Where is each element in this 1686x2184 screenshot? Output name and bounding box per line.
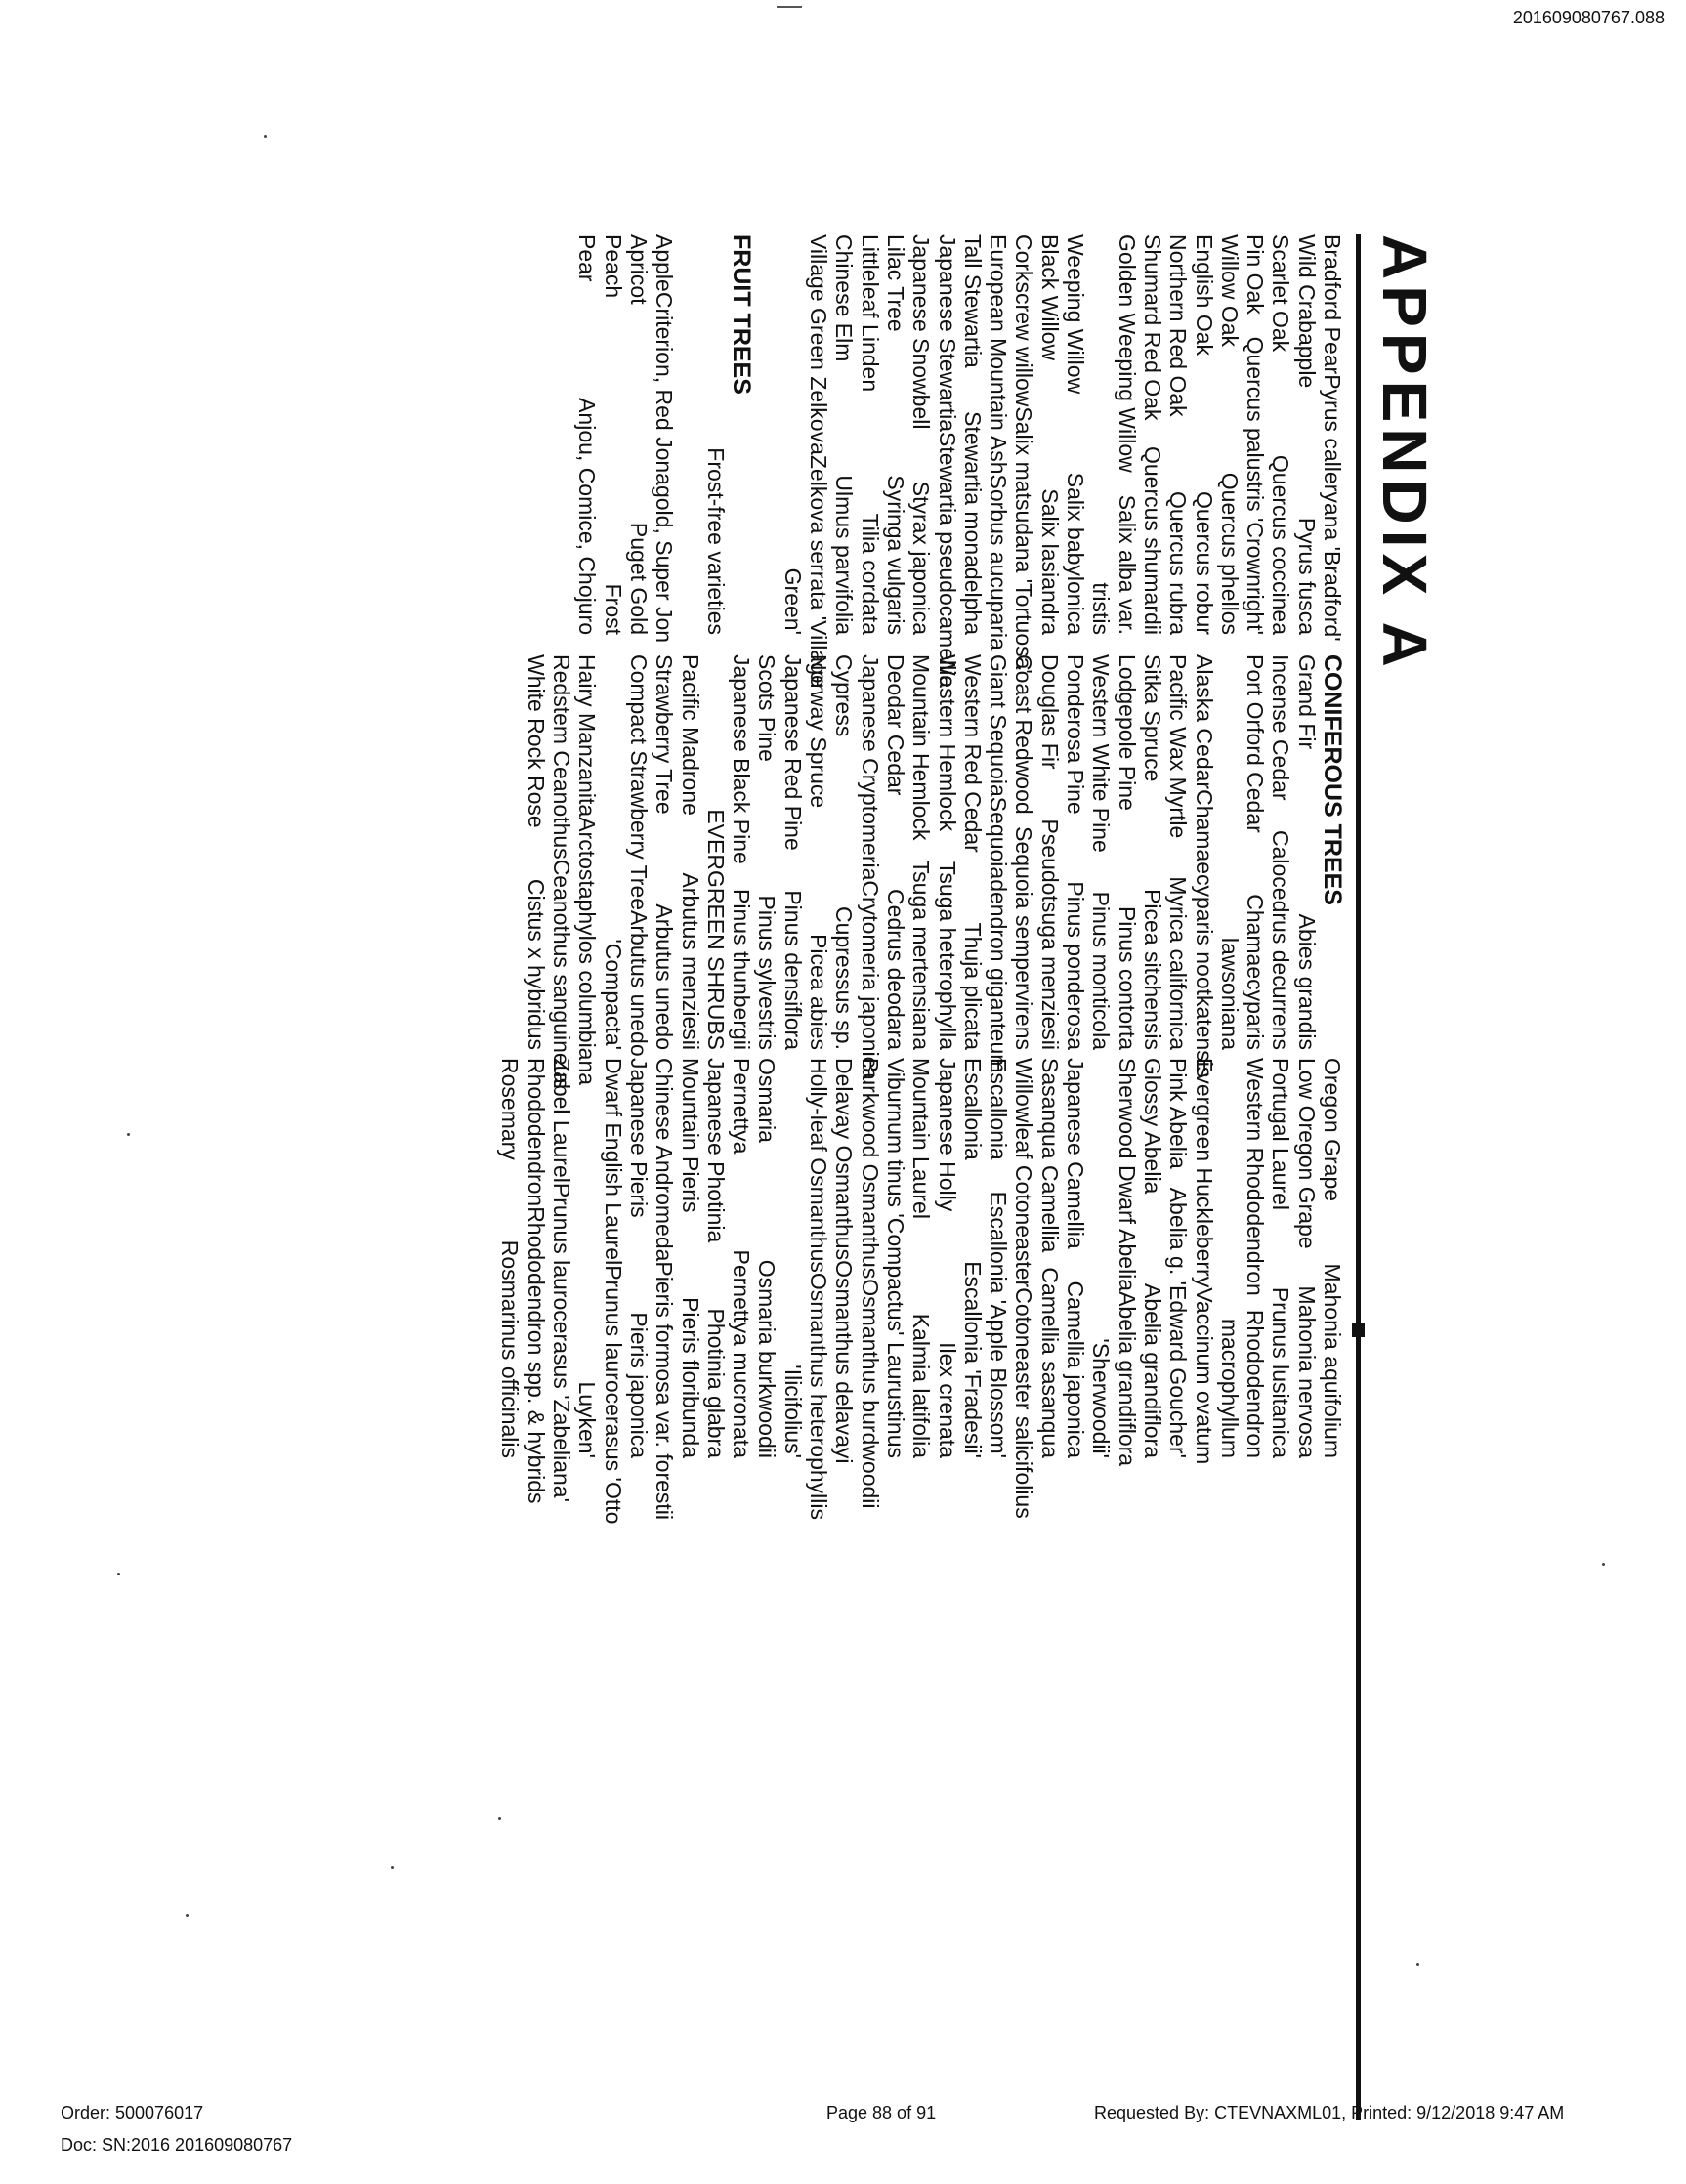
list-item — [908, 1058, 934, 1458]
common-name: Corkscrew willow — [1011, 234, 1037, 407]
scientific-name: Pinus ponderosa — [1063, 881, 1089, 1050]
list-item — [574, 654, 601, 1086]
common-name: Japanese Black Pine — [729, 654, 755, 864]
scientific-name: Frost — [600, 583, 626, 635]
list-item — [626, 1058, 652, 1458]
common-name: Sasanqua Camellia — [1036, 1058, 1063, 1253]
scan-speck — [264, 135, 267, 138]
common-name: Japanese Holly — [934, 1058, 960, 1212]
list-item — [1243, 234, 1268, 635]
scientific-name: Abelia grandiflora — [1114, 1291, 1140, 1467]
list-item — [831, 1058, 858, 1464]
common-name: Compact Strawberry Tree — [625, 654, 652, 911]
common-name: Pacific Wax Myrtle — [1165, 654, 1192, 839]
common-name: Pernettya — [729, 1058, 755, 1155]
list-item — [1088, 654, 1114, 1050]
common-name: Douglas Fir — [1036, 654, 1063, 770]
list-item — [934, 654, 959, 1050]
scientific-name: Kalmia latifolia — [908, 1313, 935, 1458]
list-item — [729, 654, 754, 1050]
scientific-name: Cedrus deodara — [882, 889, 908, 1050]
scientific-name: Quercus robur — [1191, 490, 1217, 635]
list-item — [1088, 1058, 1114, 1458]
list-item — [831, 234, 857, 635]
top-scan-mark — [777, 6, 802, 8]
list-item — [729, 1058, 754, 1458]
common-name: Viburnum tinus 'Compactus' — [882, 1058, 908, 1336]
list-item — [1243, 1058, 1268, 1458]
scientific-name: Anjou, Comice, Chojuro — [574, 398, 601, 635]
common-name: Northern Red Oak — [1165, 234, 1192, 417]
scientific-name: Osmaria burkwoodii — [754, 1259, 780, 1458]
scientific-name: Picea abies — [806, 934, 832, 1050]
list-item — [780, 1058, 805, 1458]
common-name: Scots Pine — [754, 654, 780, 762]
scientific-name: Thuja plicata — [959, 922, 986, 1050]
list-item — [625, 654, 652, 1057]
common-name: Shumard Red Oak — [1139, 234, 1165, 421]
list-item — [1036, 654, 1062, 1050]
common-name: Dwarf English Laurel — [600, 1058, 626, 1266]
scientific-name: Rhododendron — [1243, 1309, 1269, 1458]
common-name: Grand Fir — [1293, 654, 1320, 750]
scientific-name: Camellia japonica — [1063, 1281, 1089, 1458]
common-name: Giant Sequoia — [986, 654, 1012, 797]
list-item — [1217, 654, 1243, 1050]
list-item — [1011, 654, 1036, 1050]
scan-speck — [391, 1866, 394, 1869]
scientific-name: Laurustinus — [882, 1342, 908, 1458]
list-item — [960, 654, 986, 1050]
scientific-name: Tilia cordata — [857, 513, 883, 635]
scientific-name: Pyrus fusca — [1293, 517, 1320, 635]
scan-speck — [186, 1914, 189, 1917]
list-item — [549, 654, 575, 1089]
common-name: Portugal Laurel — [1268, 1058, 1294, 1210]
common-name: Japanese Stewartia — [934, 234, 960, 433]
scientific-name: Pyrus calleryana 'Bradford' — [1320, 374, 1345, 642]
common-name: Escallonia — [959, 1058, 986, 1160]
footer-doc: Doc: SN:2016 201609080767 — [61, 2135, 293, 2155]
common-name: Osmaria — [754, 1058, 780, 1143]
list-item — [754, 654, 780, 1050]
scientific-name: Cupressus sp. — [831, 905, 858, 1050]
list-item — [1036, 234, 1062, 635]
list-item — [524, 654, 549, 1050]
common-name: Apple — [652, 234, 678, 292]
scientific-name: Quercus rubra — [1165, 490, 1192, 635]
scientific-name: Escallonia 'Fradesii' — [959, 1261, 986, 1458]
common-name: Japanese Camellia — [1063, 1058, 1089, 1249]
scientific-name: Criterion, Red Jonagold, Super Jon — [652, 291, 678, 644]
list-item — [857, 654, 883, 1080]
common-name: Golden Weeping Willow — [1114, 234, 1140, 473]
scientific-name: Prunus lusitanica — [1268, 1286, 1294, 1458]
list-item — [677, 234, 702, 635]
scientific-name: Arctostaphylos columbiana — [574, 817, 601, 1086]
scientific-name: Salix babylonica — [1063, 472, 1089, 635]
list-item — [677, 1058, 702, 1458]
list-item — [1320, 1058, 1345, 1458]
common-name: Japanese Cryptomeria — [857, 654, 883, 881]
list-item — [626, 234, 652, 635]
list-item — [600, 1058, 626, 1525]
scientific-name: Rosmarinus officinalis — [497, 1239, 524, 1458]
common-name: Willow Oak — [1216, 234, 1243, 348]
list-item — [1114, 1058, 1140, 1467]
list-item — [652, 1058, 678, 1521]
common-name: Sherwood Dwarf Abelia — [1114, 1058, 1140, 1292]
common-name: Burkwood Osmanthus — [857, 1058, 883, 1280]
list-item — [600, 234, 625, 635]
common-name: Mountain Hemlock — [908, 654, 935, 841]
scientific-name: Crytomeria japonica — [857, 880, 883, 1080]
common-name: Sitka Spruce — [1139, 654, 1165, 782]
scientific-name: Chamaecyparis — [1243, 894, 1269, 1050]
list-item — [600, 654, 625, 1050]
scientific-name: Myrica californica — [1165, 876, 1192, 1050]
scientific-name: Frost-free varieties — [702, 447, 729, 635]
list-item — [652, 654, 677, 1050]
list-item — [934, 234, 960, 689]
common-name: Holly-leaf Osmanthus — [806, 1058, 832, 1273]
list-item — [1191, 234, 1216, 635]
list-item — [1063, 234, 1088, 635]
common-name: Pacific Madrone — [677, 654, 703, 816]
common-name: Ponderosa Pine — [1063, 654, 1089, 815]
common-name: Western Rhododendron — [1243, 1058, 1269, 1296]
common-name: Escallonia — [986, 1058, 1012, 1160]
list-item — [1140, 1058, 1165, 1458]
common-name: Japanese Pieris — [625, 1058, 652, 1218]
scientific-name: 'Sherwoodii' — [1088, 1338, 1115, 1458]
list-item — [1217, 1058, 1243, 1458]
list-item — [703, 654, 729, 1050]
rotated-page-content — [0, 234, 1460, 2129]
scientific-name: Pinus densiflora — [780, 890, 806, 1050]
list-item — [1036, 1058, 1062, 1458]
list-item — [523, 1058, 549, 1504]
scientific-name: Quercus shumardii — [1139, 445, 1165, 635]
scientific-name: Ulmus parvifolia — [831, 475, 858, 635]
scientific-name: Quercus phellos — [1216, 472, 1243, 635]
common-name: Japanese Red Pine — [780, 654, 806, 851]
common-name: Oregon Grape — [1320, 1058, 1345, 1202]
list-item — [677, 654, 702, 1050]
common-name: Black Willow — [1036, 234, 1063, 361]
list-item — [1165, 654, 1191, 1050]
list-item — [986, 234, 1012, 651]
common-name: Rhododendron — [523, 1058, 549, 1207]
coniferous-trees-column — [523, 654, 1346, 1089]
scientific-name: Salix lasiandra — [1036, 488, 1063, 635]
list-item — [1011, 234, 1037, 674]
list-item — [1011, 1058, 1037, 1519]
common-name: Willowleaf Cotoneaster — [1011, 1058, 1037, 1288]
scientific-name: Luyken' — [574, 1381, 601, 1458]
list-item — [1320, 234, 1345, 642]
scientific-name: Quercus palustris 'Crownright' — [1243, 336, 1269, 635]
scientific-name: Sorbus aucuparia — [986, 474, 1012, 651]
scientific-name: Pseudotsuga menziesii — [1036, 819, 1063, 1050]
list-item — [986, 1058, 1011, 1458]
list-item — [934, 1058, 959, 1458]
list-item — [1191, 654, 1217, 1078]
heading-rule — [1356, 234, 1361, 2120]
scientific-name: Osmanthus heterophyllis — [806, 1272, 832, 1520]
scientific-name: Arbutus menziesii — [677, 872, 703, 1050]
fruit-trees-heading: FRUIT TREES — [728, 234, 756, 395]
scientific-name: Photinia glabra — [702, 1308, 729, 1458]
list-item — [1063, 654, 1088, 1050]
common-name: Glossy Abelia — [1139, 1058, 1165, 1195]
common-name: Chinese Andromeda — [652, 1058, 678, 1262]
scientific-name: 'Compacta' — [600, 939, 626, 1050]
list-item — [1063, 1058, 1088, 1458]
scientific-name: Pernettya mucronata — [729, 1249, 755, 1458]
scientific-name: Camellia sasanqua — [1036, 1267, 1063, 1458]
common-name: Hairy Manzanita — [574, 654, 601, 818]
list-item — [960, 234, 986, 635]
common-name: Coast Redwood — [1011, 654, 1037, 815]
scientific-name: Pinus sylvestris — [754, 895, 780, 1050]
common-name: Low Oregon Grape — [1293, 1058, 1320, 1249]
list-item — [1268, 234, 1293, 635]
list-item — [574, 234, 600, 635]
common-name: European Mountain Ash — [986, 234, 1012, 475]
list-item — [703, 234, 729, 635]
common-name: Incense Cedar — [1268, 654, 1294, 801]
scientific-name: Abelia grandiflora — [1139, 1282, 1165, 1458]
common-name: English Oak — [1191, 234, 1217, 357]
common-name: Mountain Pieris — [677, 1058, 703, 1213]
scientific-name: Pinus contorta — [1114, 905, 1140, 1050]
common-name: Wild Crabapple — [1293, 234, 1320, 389]
list-item — [831, 654, 857, 1050]
common-name: Strawberry Tree — [652, 654, 678, 815]
list-item — [883, 234, 908, 635]
list-item — [806, 234, 832, 688]
scan-speck — [127, 1133, 130, 1136]
deciduous-trees-column — [574, 234, 1345, 689]
scientific-name: lawsoniana — [1216, 937, 1243, 1050]
scientific-name: Sequoia sempervirens — [1011, 826, 1037, 1050]
list-item — [908, 234, 934, 635]
common-name: Pink Abelia — [1165, 1058, 1192, 1169]
scientific-name: Arbutus unedo — [652, 903, 678, 1050]
list-item — [1114, 654, 1139, 1050]
list-item — [960, 1058, 986, 1458]
scan-speck — [498, 1817, 501, 1820]
common-name: Lilac Tree — [882, 234, 908, 332]
scientific-name: Arbutus unedo — [625, 910, 652, 1057]
scientific-name: tristis — [1088, 582, 1115, 635]
scientific-name: Ceanothus sanguineus — [549, 859, 575, 1089]
footer-order: Order: 500076017 — [61, 2103, 204, 2122]
list-item — [806, 1058, 832, 1520]
common-name: White Rock Rose — [523, 654, 549, 828]
scientific-name: Chamaecyparis nootkatensis — [1191, 789, 1217, 1078]
list-item — [549, 1058, 575, 1502]
common-name: Western Hemlock — [934, 654, 960, 832]
list-item — [1140, 654, 1165, 1050]
scientific-name: Osmanthus delavayi — [831, 1260, 858, 1464]
heading-rule-mark — [1352, 1323, 1365, 1337]
common-name: Pear — [574, 234, 601, 282]
list-item — [1088, 234, 1114, 635]
list-item — [857, 234, 882, 635]
scientific-name: Ilex crenata — [934, 1342, 960, 1458]
scientific-name: Salix alba var. — [1114, 494, 1140, 635]
list-item — [574, 1058, 600, 1458]
list-item — [1293, 1058, 1319, 1458]
common-name: Norway Spruce — [806, 654, 832, 809]
list-item — [754, 1058, 780, 1458]
scientific-name: Abies grandis — [1293, 913, 1320, 1050]
list-item — [806, 654, 831, 1050]
common-name: Tall Stewartia — [959, 234, 986, 368]
common-name: Western Red Cedar — [959, 654, 986, 853]
scientific-name: Mahonia aquifolium — [1320, 1263, 1345, 1458]
list-item — [1114, 234, 1139, 635]
common-name: Redstem Ceanothus — [549, 654, 575, 860]
footer-page: Page 88 of 91 — [826, 2103, 937, 2122]
spacer — [754, 234, 780, 635]
scientific-name: macrophyllum — [1216, 1318, 1243, 1458]
scientific-name: Vaccinum ovatum — [1191, 1287, 1217, 1465]
scan-speck — [1416, 1963, 1419, 1966]
scientific-name: Pieris floribunda — [677, 1297, 703, 1458]
list-item — [857, 1058, 883, 1509]
common-name: Mountain Laurel — [908, 1058, 935, 1219]
scientific-name: Stewartia monadelpha — [959, 411, 986, 635]
list-item — [652, 234, 678, 644]
evergreen-shrubs-column — [497, 1058, 1345, 1525]
list-item — [1165, 234, 1191, 635]
list-item — [986, 654, 1012, 1073]
common-name: Zabel Laurel — [549, 1058, 575, 1183]
scientific-name: Pieris formosa var. forestii — [652, 1261, 678, 1521]
scientific-name: Tsuga mertensiana — [908, 860, 935, 1050]
common-name: Cypress — [831, 654, 858, 737]
scientific-name: Picea sitchensis — [1139, 889, 1165, 1050]
scientific-name: Osmanthus burdwoodii — [857, 1279, 883, 1509]
scientific-name: 'Ilicifolius' — [780, 1365, 806, 1458]
common-name: Peach — [600, 234, 626, 299]
common-name: Port Orford Cedar — [1243, 654, 1269, 833]
footer-requested: Requested By: CTEVNAXML01, Printed: 9/12/2018 9:47 AM — [1094, 2103, 1565, 2122]
scientific-name: Abelia g. 'Edward Goucher' — [1165, 1187, 1192, 1458]
list-item — [1243, 654, 1268, 1050]
common-name: Japanese Snowbell — [908, 234, 935, 430]
scientific-name: Zelkova serrata 'Village — [806, 454, 832, 688]
common-name: Deodar Cedar — [882, 654, 908, 796]
scientific-name: Styrax japonica — [908, 481, 935, 635]
common-name: Delavay Osmanthus — [831, 1058, 858, 1261]
common-name: Rosemary — [497, 1058, 524, 1160]
common-name: Pin Oak — [1243, 234, 1269, 315]
scientific-name: Cistus x hybridus — [523, 878, 549, 1050]
common-name: Littleleaf Linden — [857, 234, 883, 393]
page-heading: APPENDIX A — [1370, 234, 1440, 673]
scan-speck — [117, 1573, 120, 1575]
list-item — [908, 654, 934, 1050]
document-id: 201609080767.088 — [1512, 8, 1665, 27]
scientific-name: Pieris japonica — [625, 1312, 652, 1458]
scientific-name: Calocedrus decurrens — [1268, 829, 1294, 1050]
scientific-name: Syringa vulgaris — [882, 475, 908, 635]
scientific-name: Prunus laurocerasus 'Otto — [600, 1265, 626, 1525]
list-item — [497, 1058, 523, 1458]
scientific-name: Mahonia nervosa — [1293, 1285, 1320, 1458]
list-item — [1293, 654, 1319, 1050]
coniferous-trees-heading: CONIFEROUS TREES — [1319, 654, 1346, 905]
common-name: Bradford Pear — [1320, 234, 1345, 375]
scientific-name: Pinus thunbergii — [729, 889, 755, 1050]
list-item — [1165, 1058, 1191, 1458]
list-item — [1268, 1058, 1293, 1458]
scientific-name: Cotoneaster salicifolius — [1011, 1287, 1037, 1519]
scientific-name: Prunus laurocerasus 'Zabeliana' — [549, 1182, 575, 1502]
scientific-name: Stewartia pseudocamellia — [934, 432, 960, 689]
list-item — [1191, 1058, 1217, 1465]
common-name: Apricot — [625, 234, 652, 305]
scientific-name: Pinus monticola — [1088, 891, 1115, 1050]
scientific-name: Tsuga heterophylla — [934, 861, 960, 1050]
scan-speck — [1602, 1563, 1605, 1566]
common-name: Alaska Cedar — [1191, 654, 1217, 790]
common-name: Weeping Willow — [1063, 234, 1089, 395]
scientific-name: Sequoiadendron giganteum — [986, 796, 1012, 1073]
common-name: Village Green Zelkova — [806, 234, 832, 455]
scientific-name: EVERGREEN SHRUBS — [702, 809, 729, 1050]
scientific-name: Salix matsudana 'Tortuosa' — [1011, 406, 1037, 674]
list-item — [883, 1058, 908, 1458]
common-name: Lodgepole Pine — [1114, 654, 1140, 811]
list-item — [780, 234, 805, 635]
list-item — [1217, 234, 1243, 635]
scientific-name: Green' — [780, 567, 806, 635]
list-item — [1293, 234, 1319, 635]
list-item — [703, 1058, 729, 1458]
scientific-name: Rhododendron spp. & hybrids — [523, 1206, 549, 1504]
list-item — [883, 654, 908, 1050]
common-name: Western White Pine — [1088, 654, 1115, 853]
list-item — [780, 654, 805, 1050]
scientific-name: Puget Gold — [625, 522, 652, 635]
common-name: Evergreen Huckleberry — [1191, 1058, 1217, 1288]
list-item — [1140, 234, 1165, 635]
common-name: Scarlet Oak — [1268, 234, 1294, 353]
list-item — [1268, 654, 1293, 1050]
common-name: Chinese Elm — [831, 234, 858, 362]
common-name: Japanese Photinia — [702, 1058, 729, 1243]
scientific-name: Escallonia 'Apple Blossom' — [986, 1191, 1012, 1458]
scientific-name: Quercus coccinea — [1268, 454, 1294, 635]
